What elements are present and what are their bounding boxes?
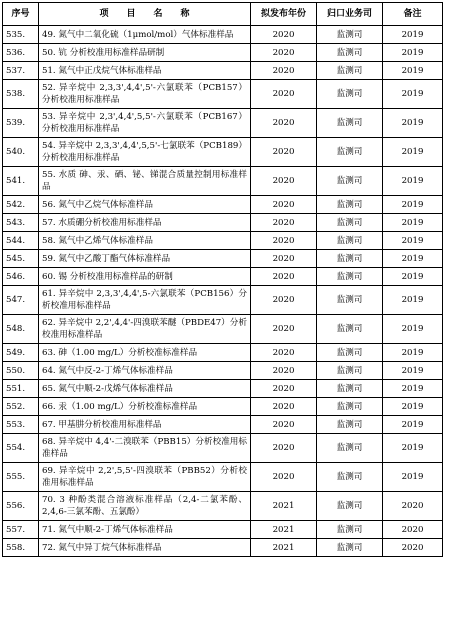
row-number: 553. [3, 416, 39, 434]
row-number: 539. [3, 109, 39, 138]
row-dept: 监测司 [317, 286, 383, 315]
table-row [3, 344, 443, 362]
row-dept: 监测司 [317, 315, 383, 344]
row-dept: 监测司 [317, 380, 383, 398]
row-note: 2019 [383, 315, 443, 344]
row-year: 2020 [251, 463, 317, 492]
row-number: 546. [3, 268, 39, 286]
row-note: 2019 [383, 196, 443, 214]
table-row [3, 521, 443, 539]
row-name: 61. 异辛烷中 2,3,3',4,4',5-六氯联苯（PCB156）分析校准用标准样品 [39, 286, 251, 315]
row-note: 2019 [383, 398, 443, 416]
row-note: 2019 [383, 109, 443, 138]
row-dept: 监测司 [317, 539, 383, 557]
row-dept: 监测司 [317, 138, 383, 167]
table-row [3, 250, 443, 268]
row-name: 63. 砷（1.00 mg/L）分析校准标准样品 [39, 344, 251, 362]
table-row [3, 539, 443, 557]
row-year: 2020 [251, 434, 317, 463]
row-year: 2020 [251, 232, 317, 250]
row-name: 56. 氮气中乙烷气体标准样品 [39, 196, 251, 214]
row-name: 59. 氮气中乙酸丁酯气体标准样品 [39, 250, 251, 268]
row-name: 54. 异辛烷中 2,3,3',4,4',5,5'-七氯联苯（PCB189）分析校准用标准样品 [39, 138, 251, 167]
row-note: 2019 [383, 214, 443, 232]
row-year: 2020 [251, 196, 317, 214]
row-year: 2020 [251, 80, 317, 109]
row-dept: 监测司 [317, 268, 383, 286]
row-name: 50. 钪 分析校准用标准样品研制 [39, 44, 251, 62]
row-note: 2019 [383, 250, 443, 268]
header-dept: 归口业务司 [317, 3, 383, 26]
row-year: 2020 [251, 44, 317, 62]
row-note: 2019 [383, 26, 443, 44]
row-name: 62. 异辛烷中 2,2',4,4'-四溴联苯醚（PBDE47）分析校准用标准样品 [39, 315, 251, 344]
row-dept: 监测司 [317, 344, 383, 362]
row-year: 2020 [251, 62, 317, 80]
table-row [3, 26, 443, 44]
row-note: 2019 [383, 286, 443, 315]
row-number: 537. [3, 62, 39, 80]
row-dept: 监测司 [317, 521, 383, 539]
table-row [3, 167, 443, 196]
row-number: 556. [3, 492, 39, 521]
header-name: 项 目 名 称 [39, 3, 251, 26]
row-note: 2019 [383, 138, 443, 167]
table-row [3, 232, 443, 250]
header-no: 序号 [3, 3, 39, 26]
row-number: 547. [3, 286, 39, 315]
row-year: 2020 [251, 214, 317, 232]
table-row [3, 362, 443, 380]
table-body [3, 26, 443, 557]
row-number: 535. [3, 26, 39, 44]
row-dept: 监测司 [317, 232, 383, 250]
standards-table [2, 2, 443, 557]
row-note: 2019 [383, 344, 443, 362]
row-year: 2020 [251, 138, 317, 167]
row-name: 51. 氮气中正戊烷气体标准样品 [39, 62, 251, 80]
row-dept: 监测司 [317, 167, 383, 196]
row-name: 58. 氮气中乙烯气体标准样品 [39, 232, 251, 250]
row-name: 52. 异辛烷中 2,3,3',4,4',5'-六氯联苯（PCB157）分析校准用标准样品 [39, 80, 251, 109]
table-row [3, 268, 443, 286]
row-note: 2020 [383, 539, 443, 557]
row-number: 540. [3, 138, 39, 167]
row-dept: 监测司 [317, 416, 383, 434]
row-year: 2020 [251, 268, 317, 286]
row-number: 549. [3, 344, 39, 362]
row-note: 2020 [383, 492, 443, 521]
row-name: 69. 异辛烷中 2,2',5,5'-四溴联苯（PBB52）分析校准用标准样品 [39, 463, 251, 492]
row-dept: 监测司 [317, 398, 383, 416]
table-row [3, 80, 443, 109]
row-year: 2021 [251, 521, 317, 539]
row-year: 2020 [251, 416, 317, 434]
table-row [3, 196, 443, 214]
row-number: 543. [3, 214, 39, 232]
row-dept: 监测司 [317, 250, 383, 268]
row-year: 2020 [251, 26, 317, 44]
row-number: 538. [3, 80, 39, 109]
row-name: 55. 水质 砷、汞、硒、铋、锑混合质量控制用标准样品 [39, 167, 251, 196]
row-dept: 监测司 [317, 62, 383, 80]
row-number: 542. [3, 196, 39, 214]
table-row [3, 109, 443, 138]
row-number: 536. [3, 44, 39, 62]
row-note: 2019 [383, 80, 443, 109]
table-row [3, 492, 443, 521]
row-dept: 监测司 [317, 214, 383, 232]
row-dept: 监测司 [317, 492, 383, 521]
row-note: 2019 [383, 232, 443, 250]
row-dept: 监测司 [317, 109, 383, 138]
row-name: 71. 氮气中顺-2-丁烯气体标准样品 [39, 521, 251, 539]
row-number: 557. [3, 521, 39, 539]
row-number: 545. [3, 250, 39, 268]
row-number: 548. [3, 315, 39, 344]
row-year: 2020 [251, 380, 317, 398]
row-name: 70. 3 种酚类混合溶液标准样品（2,4-二氯苯酚、2,4,6-三氯苯酚、五氯酚） [39, 492, 251, 521]
row-dept: 监测司 [317, 434, 383, 463]
table-row [3, 463, 443, 492]
table-row [3, 44, 443, 62]
table-row [3, 380, 443, 398]
row-year: 2020 [251, 362, 317, 380]
row-year: 2020 [251, 398, 317, 416]
row-year: 2020 [251, 315, 317, 344]
row-number: 552. [3, 398, 39, 416]
table-row [3, 416, 443, 434]
row-note: 2019 [383, 434, 443, 463]
table-row [3, 62, 443, 80]
row-note: 2019 [383, 167, 443, 196]
row-name: 49. 氮气中二氧化硫（1μmol/mol）气体标准样品 [39, 26, 251, 44]
row-name: 64. 氮气中反-2-丁烯气体标准样品 [39, 362, 251, 380]
table-row [3, 286, 443, 315]
row-name: 66. 汞（1.00 mg/L）分析校准标准样品 [39, 398, 251, 416]
row-note: 2019 [383, 416, 443, 434]
row-note: 2019 [383, 62, 443, 80]
row-number: 554. [3, 434, 39, 463]
row-name: 65. 氮气中顺-2-戊烯气体标准样品 [39, 380, 251, 398]
table-row [3, 434, 443, 463]
row-name: 53. 异辛烷中 2,3',4,4',5,5'-六氯联苯（PCB167）分析校准用标准样品 [39, 109, 251, 138]
row-year: 2020 [251, 167, 317, 196]
table-row [3, 398, 443, 416]
row-note: 2019 [383, 268, 443, 286]
row-note: 2019 [383, 380, 443, 398]
row-dept: 监测司 [317, 26, 383, 44]
row-number: 558. [3, 539, 39, 557]
row-name: 72. 氮气中异丁烷气体标准样品 [39, 539, 251, 557]
row-year: 2021 [251, 492, 317, 521]
row-year: 2020 [251, 344, 317, 362]
row-number: 555. [3, 463, 39, 492]
table-row [3, 315, 443, 344]
row-number: 541. [3, 167, 39, 196]
row-year: 2020 [251, 109, 317, 138]
row-note: 2019 [383, 463, 443, 492]
table-header-row [3, 3, 443, 26]
row-number: 551. [3, 380, 39, 398]
row-name: 57. 水质硼分析校准用标准样品 [39, 214, 251, 232]
row-dept: 监测司 [317, 463, 383, 492]
table-row [3, 214, 443, 232]
row-dept: 监测司 [317, 44, 383, 62]
row-note: 2020 [383, 521, 443, 539]
row-year: 2021 [251, 539, 317, 557]
row-name: 60. 锡 分析校准用标准样品的研制 [39, 268, 251, 286]
row-dept: 监测司 [317, 196, 383, 214]
header-note: 备注 [383, 3, 443, 26]
row-name: 68. 异辛烷中 4,4'-二溴联苯（PBB15）分析校准用标准样品 [39, 434, 251, 463]
row-dept: 监测司 [317, 80, 383, 109]
row-year: 2020 [251, 250, 317, 268]
row-note: 2019 [383, 44, 443, 62]
row-year: 2020 [251, 286, 317, 315]
row-name: 67. 甲基肼分析校准用标准样品 [39, 416, 251, 434]
row-number: 550. [3, 362, 39, 380]
row-number: 544. [3, 232, 39, 250]
header-year: 拟发布年份 [251, 3, 317, 26]
row-dept: 监测司 [317, 362, 383, 380]
row-note: 2019 [383, 362, 443, 380]
table-row [3, 138, 443, 167]
